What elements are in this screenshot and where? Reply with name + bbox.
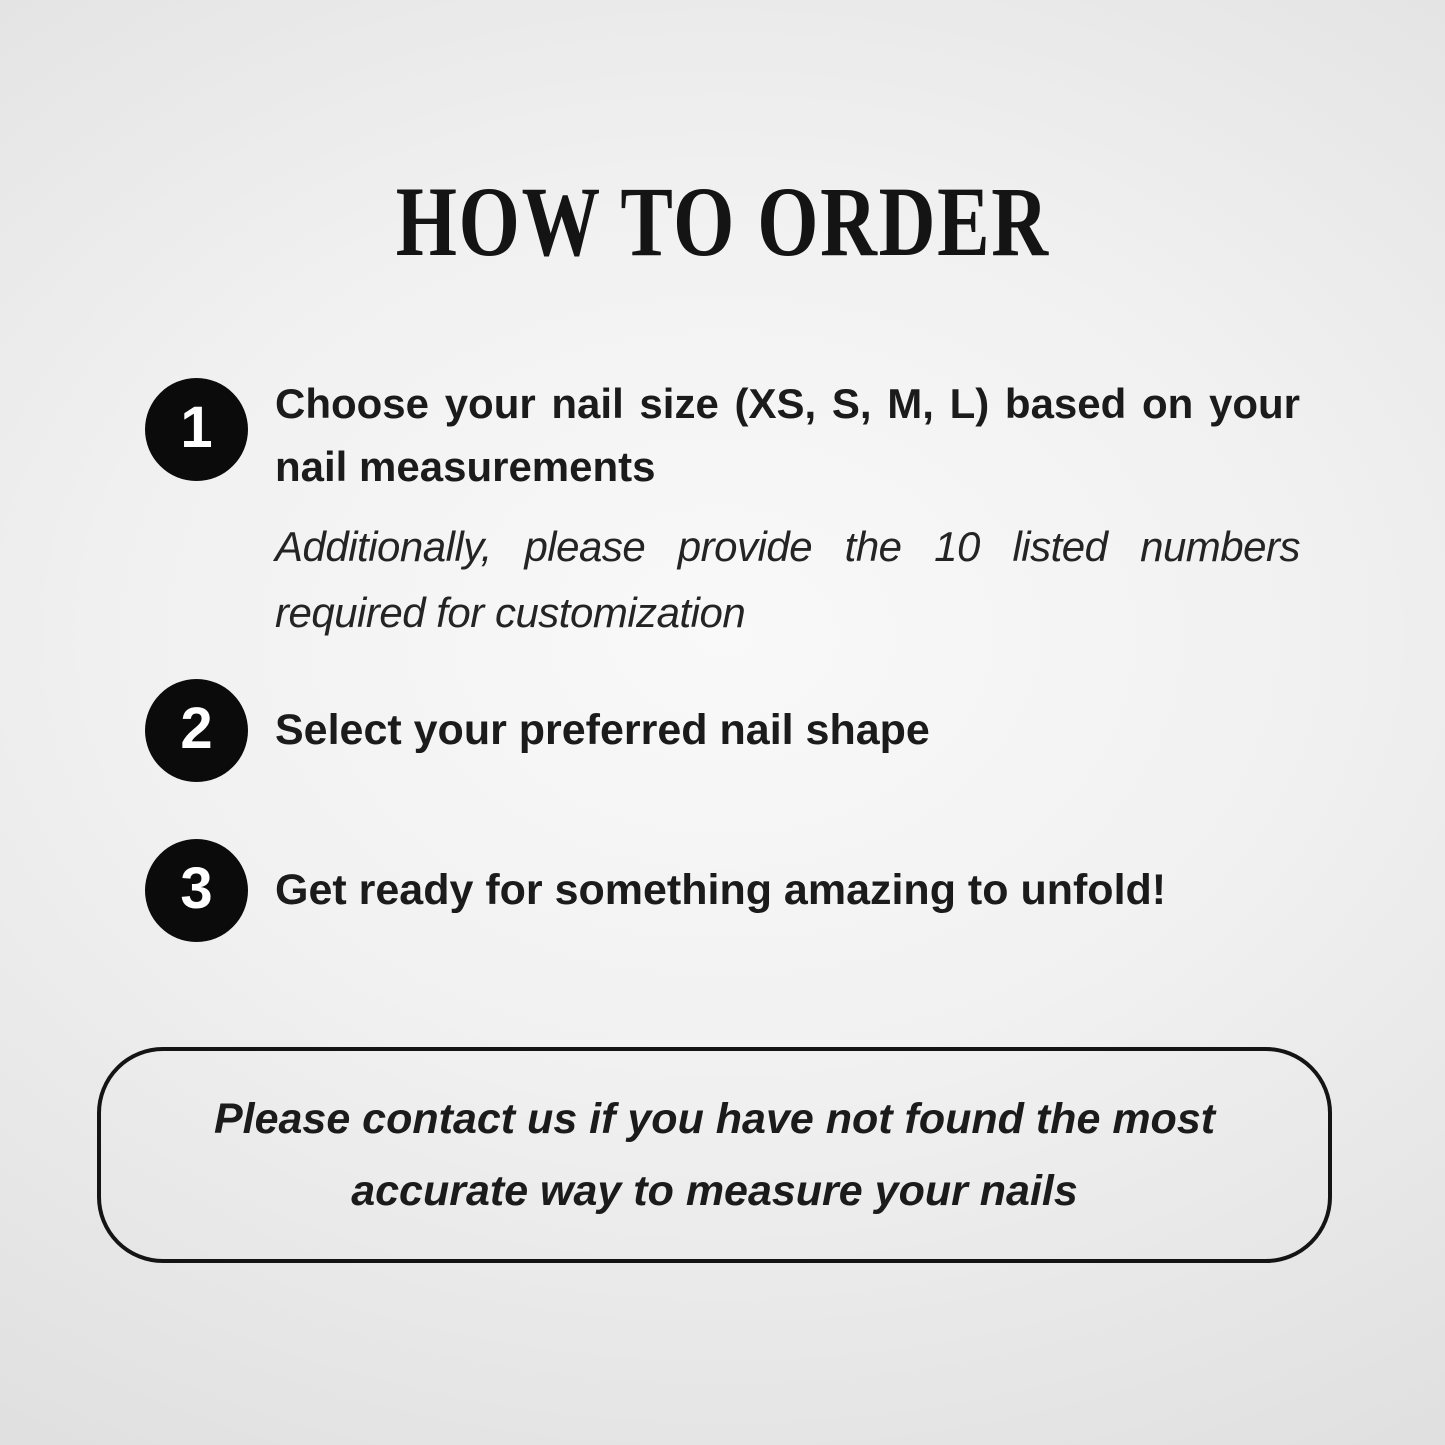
step-2-body — [275, 705, 1300, 757]
step-2 — [145, 679, 1300, 782]
step-3-body — [275, 865, 1300, 917]
step-1-text: Choose your nail size (XS, S, M, L) based on your nail measurements — [275, 380, 1300, 490]
step-1-number-badge — [145, 378, 248, 481]
contact-note-text: Please contact us if you have not found the most accurate way to measure your nails — [213, 1095, 1216, 1215]
title-container — [0, 165, 1445, 278]
step-1-number: 1 — [180, 394, 213, 460]
step-3-text: Get ready for something amazing to unfold! — [275, 865, 1167, 914]
step-3-number: 3 — [180, 855, 213, 921]
step-1-body — [275, 372, 1300, 646]
step-2-number-badge — [145, 679, 248, 782]
step-2-number: 2 — [180, 695, 213, 761]
contact-note-box — [97, 1047, 1332, 1263]
step-1-note: Additionally, please provide the 10 listed numbers required for customization — [275, 523, 1300, 636]
step-3 — [145, 839, 1300, 942]
step-2-text: Select your preferred nail shape — [275, 705, 930, 754]
step-1 — [145, 372, 1300, 646]
step-3-number-badge — [145, 839, 248, 942]
page-title: HOW TO ORDER — [395, 165, 1050, 278]
